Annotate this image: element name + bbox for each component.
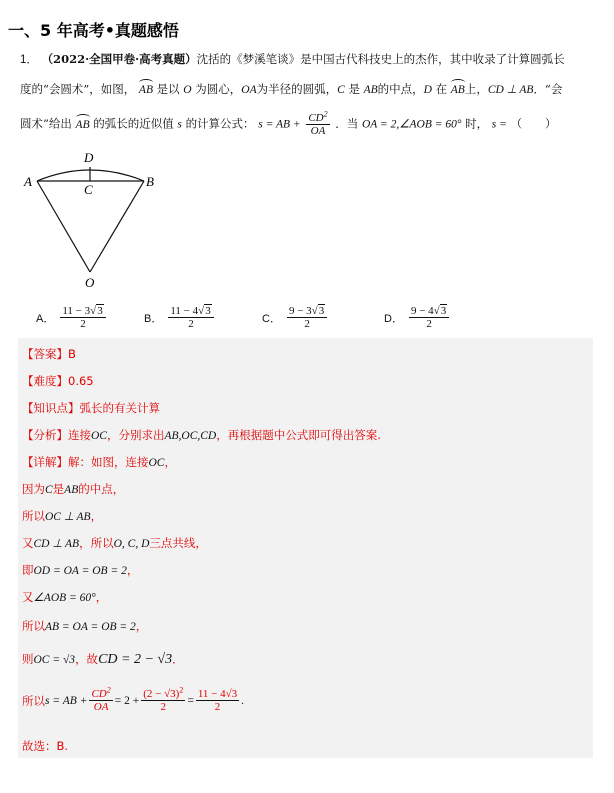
question-text: 沈括的《梦溪笔谈》是中国古代科技史上的杰作，其中收录了计算圆弧长	[196, 52, 565, 66]
label-o: O	[85, 275, 95, 290]
math-symbol: OC	[148, 457, 165, 469]
answer-options	[36, 305, 596, 339]
formula-fraction: $\frac{CD^2}{OA}$	[308, 109, 328, 137]
analysis-tag: 【分析】	[22, 428, 68, 442]
option-c[interactable]	[262, 305, 329, 330]
fraction-denominator: OA	[93, 701, 109, 713]
detail-tag: 【详解】	[22, 455, 68, 469]
fraction-denominator: 2	[304, 318, 310, 330]
geometry-figure	[20, 145, 170, 295]
math-symbol: OA	[241, 84, 257, 96]
math-formula: =	[187, 694, 194, 707]
radicand: 3	[205, 305, 211, 317]
solution-step-5	[22, 589, 107, 605]
math-formula: CD ⊥ AB	[487, 84, 534, 96]
knowledge-tag: 【知识点】	[22, 401, 80, 415]
option-b[interactable]	[144, 305, 216, 330]
step-text: 即	[22, 563, 34, 577]
question-text: 度的“会圆术”，如图，	[20, 82, 136, 96]
label-d: D	[84, 150, 94, 165]
step-text: ，所以	[79, 536, 114, 550]
math-formula: s = AB +	[45, 694, 88, 707]
solution-step-6	[22, 618, 147, 634]
step-text: 三点共线，	[149, 536, 207, 550]
question-text: 的中点，	[377, 82, 424, 96]
math-symbol: AB	[363, 84, 378, 96]
radius-oa	[37, 181, 90, 272]
step-text: 是	[52, 482, 65, 496]
numerator-text: 11 − 4	[170, 305, 199, 317]
math-symbol: AB,OC,CD	[164, 430, 217, 442]
final-answer: 故选：B.	[22, 739, 69, 753]
question-text: 是以	[156, 82, 180, 96]
step-text: ，	[95, 590, 108, 604]
math-formula: OC ⊥ AB	[45, 511, 91, 523]
math-arc-ab: AB	[138, 84, 153, 96]
difficulty-tag: 【难度】	[22, 374, 68, 388]
answer-value: B	[68, 347, 76, 361]
math-formula: s = AB +	[258, 118, 301, 131]
sector-diagram	[20, 145, 170, 295]
math-symbol: O	[183, 84, 192, 96]
question-text: ．“会	[533, 82, 563, 96]
option-label: C．	[262, 312, 281, 325]
solution-step-1	[22, 481, 124, 497]
radicand: 3	[318, 305, 325, 317]
math-symbol: s =	[491, 118, 507, 131]
option-a[interactable]	[36, 305, 108, 330]
math-formula: CD ⊥ AB	[33, 538, 80, 550]
fraction-denominator: 2	[214, 701, 221, 713]
numerator-text: 9 − 4	[410, 305, 434, 317]
analysis-text: 连接	[68, 428, 91, 442]
knowledge-point-line	[22, 400, 160, 416]
option-label: D．	[384, 312, 403, 325]
step-text: 所以	[22, 619, 45, 633]
option-fraction: $\frac{11 - 4√3}{2}$	[168, 305, 213, 330]
answer-line	[22, 346, 76, 362]
question-text: 的弧长的近似值	[93, 116, 174, 131]
detail-line	[22, 454, 176, 470]
step-text: 则	[22, 652, 34, 666]
option-fraction: $\frac{9 - 4√3}{2}$	[409, 305, 449, 330]
solution-step-4	[22, 562, 138, 578]
numerator-text: 11 − 3	[62, 305, 91, 317]
question-text: 的计算公式：	[185, 116, 255, 131]
question-line-2	[20, 82, 596, 98]
question-text: 时，	[465, 116, 489, 131]
detail-text: ，	[164, 455, 176, 469]
solution-step-8	[22, 685, 245, 713]
question-text: ．当	[335, 116, 359, 131]
math-symbol: s	[177, 118, 182, 131]
step-text: ，	[90, 509, 103, 523]
label-b: B	[146, 174, 154, 189]
question-text: 圆术”给出	[20, 116, 72, 131]
radius-ob	[90, 181, 144, 272]
math-arc-ab: AB	[75, 118, 90, 131]
step-text: 又	[22, 536, 34, 550]
option-fraction: $\frac{9 - 3√3}{2}$	[287, 305, 327, 330]
question-source: （2022·全国甲卷·高考真题）	[41, 52, 197, 66]
solution-step-3	[22, 535, 207, 551]
fraction-denominator: 2	[80, 318, 86, 330]
difficulty-value: 0.65	[68, 374, 94, 388]
question-line-3	[20, 109, 596, 137]
question-number: 1．	[20, 54, 38, 66]
question-text: 为圆心，	[195, 82, 242, 96]
label-c: C	[84, 182, 93, 197]
analysis-line	[22, 427, 381, 443]
label-a: A	[24, 174, 32, 189]
option-label: A．	[36, 312, 55, 325]
fraction-numerator: 11 − 4√3	[197, 688, 238, 700]
math-formula: = 2 +	[114, 694, 140, 707]
math-symbol: AB	[64, 484, 79, 496]
fraction-denominator: 2	[160, 701, 167, 713]
fraction-numerator: CD	[91, 688, 107, 700]
step-text: .	[241, 694, 245, 707]
math-arc-ab: AB	[450, 84, 465, 96]
question-line-1	[20, 52, 596, 68]
question-text: 上，	[464, 82, 488, 96]
fraction-numerator: (2 − √3)	[143, 688, 180, 700]
radicand: 3	[97, 305, 103, 317]
section-heading: 一、5 年高考•真题感悟	[8, 21, 179, 40]
step-text: 又	[22, 590, 34, 604]
detail-text: 解：如图，连接	[68, 455, 149, 469]
formula-fraction: $\frac{CD^2}{OA}$	[91, 685, 111, 713]
step-text: ，故	[75, 652, 99, 666]
step-text: ，	[126, 563, 139, 577]
step-text: 因为	[22, 482, 45, 496]
solution-panel	[18, 338, 593, 758]
analysis-text: ，再根据题中公式即可得出答案.	[216, 428, 381, 442]
math-formula: AB = OA = OB = 2	[45, 621, 136, 633]
answer-blank: （ ）	[510, 116, 557, 131]
math-formula: O, C, D	[113, 538, 150, 550]
numerator-text: 9 − 3	[288, 305, 312, 317]
question-text: 在	[435, 82, 448, 96]
solution-step-7	[22, 651, 184, 668]
math-formula: ∠AOB = 60°	[33, 592, 96, 604]
math-condition: OA = 2,∠AOB = 60°	[361, 118, 462, 131]
radicand: 3	[440, 305, 447, 317]
fraction-denominator: 2	[426, 318, 432, 330]
step-text: 所以	[22, 509, 45, 523]
question-text: 为半径的圆弧，	[256, 82, 338, 96]
option-d[interactable]	[384, 305, 451, 330]
answer-tag: 【答案】	[22, 347, 68, 361]
step-text: ．	[172, 652, 184, 666]
math-symbol: OC	[91, 430, 107, 442]
fraction-denominator: OA	[310, 125, 326, 137]
option-label: B．	[144, 312, 163, 325]
fraction-numerator: CD	[308, 112, 324, 124]
step-text: 所以	[22, 693, 45, 708]
fraction-denominator: 2	[188, 318, 194, 330]
formula-fraction	[196, 688, 239, 713]
solution-step-2	[22, 508, 102, 524]
formula-fraction: $\frac{(2 - √3)^2}{2}$	[143, 685, 184, 713]
analysis-text: ，分别求出	[106, 428, 165, 442]
step-text: 的中点，	[78, 482, 125, 496]
knowledge-value: 弧长的有关计算	[79, 401, 160, 415]
math-formula: CD = 2 − √3	[98, 652, 173, 667]
math-formula: OD = OA = OB = 2	[33, 565, 127, 577]
step-text: ，	[135, 619, 148, 633]
option-fraction: $\frac{11 - 3√3}{2}$	[60, 305, 105, 330]
math-symbol: D	[423, 84, 432, 96]
math-formula: OC = √3	[33, 654, 76, 666]
question-text: 是	[348, 82, 360, 96]
difficulty-line	[22, 373, 94, 389]
final-answer-line	[22, 738, 68, 754]
math-symbol: C	[45, 484, 53, 496]
math-symbol: C	[337, 84, 345, 96]
